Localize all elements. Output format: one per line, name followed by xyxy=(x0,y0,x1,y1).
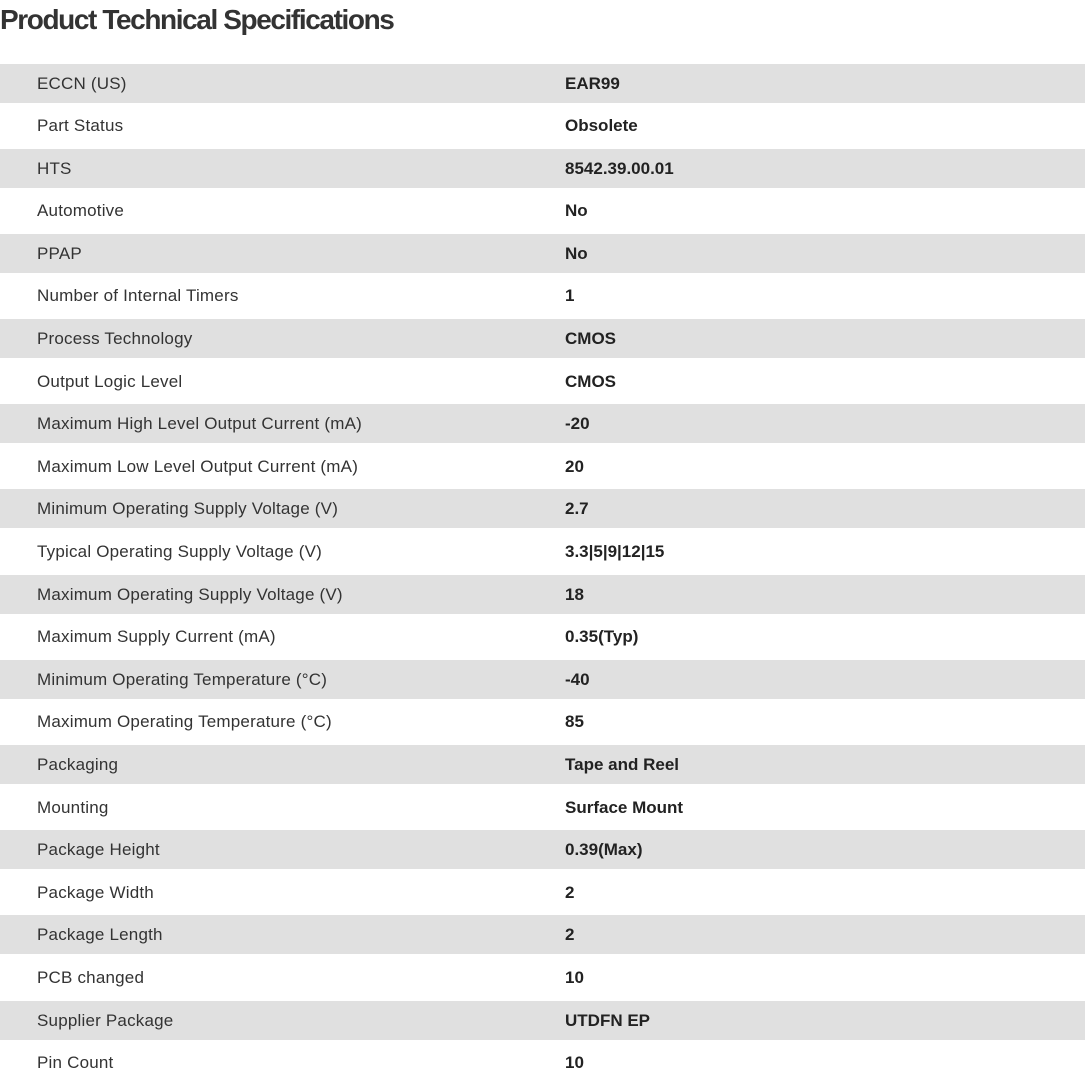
table-row xyxy=(0,998,1085,1041)
table-row xyxy=(0,743,1085,786)
spec-table xyxy=(0,61,1085,1083)
spec-value: Tape and Reel xyxy=(565,755,679,774)
spec-label: Maximum Supply Current (mA) xyxy=(37,627,276,647)
table-row xyxy=(0,146,1085,189)
spec-value: 20 xyxy=(565,456,584,476)
page-title: Product Technical Specifications xyxy=(0,4,394,35)
table-row xyxy=(0,785,1085,828)
table-row xyxy=(0,317,1085,360)
spec-value: UTDFN EP xyxy=(565,1010,650,1030)
spec-value: CMOS xyxy=(565,329,616,349)
table-row xyxy=(0,359,1085,402)
spec-label: PCB changed xyxy=(37,967,145,987)
spec-label: Package Height xyxy=(37,840,160,860)
table-row xyxy=(0,444,1085,487)
table-row xyxy=(0,231,1085,274)
spec-label: Minimum Operating Supply Voltage (V) xyxy=(37,499,339,519)
spec-value: 10 xyxy=(565,1053,584,1073)
row-background xyxy=(0,958,1085,997)
spec-label: Part Status xyxy=(37,116,124,136)
table-row xyxy=(0,61,1085,104)
table-row xyxy=(0,828,1085,871)
table-row xyxy=(0,700,1085,743)
spec-label: Maximum Low Level Output Current (mA) xyxy=(37,456,359,476)
row-background xyxy=(0,830,1085,869)
spec-value: 3.3|5|9|12|15 xyxy=(565,542,665,562)
spec-label: Typical Operating Supply Voltage (V) xyxy=(37,542,323,562)
spec-value: -20 xyxy=(565,414,590,434)
spec-value: 1 xyxy=(565,286,575,306)
table-row xyxy=(0,104,1085,147)
row-background xyxy=(0,915,1085,954)
spec-value: Obsolete xyxy=(565,116,638,136)
spec-value: 0.39(Max) xyxy=(565,840,643,860)
spec-label: Process Technology xyxy=(37,329,193,349)
spec-value: No xyxy=(565,201,588,221)
row-background xyxy=(0,1043,1085,1082)
spec-value: Surface Mount xyxy=(565,797,684,817)
spec-label: Pin Count xyxy=(37,1053,114,1073)
row-background xyxy=(0,64,1085,103)
spec-value: CMOS xyxy=(565,371,616,391)
row-background xyxy=(0,191,1085,230)
spec-label: Output Logic Level xyxy=(37,371,183,391)
spec-label: Mounting xyxy=(37,797,109,817)
spec-value: 18 xyxy=(565,584,584,604)
table-row xyxy=(0,955,1085,998)
row-background xyxy=(0,788,1085,827)
spec-label: Maximum High Level Output Current (mA) xyxy=(37,414,363,434)
spec-label: ECCN (US) xyxy=(37,73,127,93)
spec-label: PPAP xyxy=(37,243,82,263)
table-row xyxy=(0,615,1085,658)
table-row xyxy=(0,487,1085,530)
spec-label: Package Length xyxy=(37,925,163,945)
spec-value: 85 xyxy=(565,712,584,732)
spec-label: HTS xyxy=(37,158,72,178)
spec-value: EAR99 xyxy=(565,73,620,93)
spec-value: 2 xyxy=(565,925,575,945)
spec-value: 10 xyxy=(565,967,584,987)
table-row xyxy=(0,657,1085,700)
spec-value: 2.7 xyxy=(565,499,589,519)
table-row xyxy=(0,1041,1085,1083)
row-background xyxy=(0,149,1085,188)
spec-value: 0.35(Typ) xyxy=(565,627,639,647)
spec-value: -40 xyxy=(565,669,590,689)
spec-label: Automotive xyxy=(37,201,125,221)
spec-label: Supplier Package xyxy=(37,1010,174,1030)
spec-label: Maximum Operating Supply Voltage (V) xyxy=(37,584,343,604)
row-background xyxy=(0,106,1085,145)
spec-label: Minimum Operating Temperature (°C) xyxy=(37,669,328,689)
table-row xyxy=(0,189,1085,232)
table-row xyxy=(0,572,1085,615)
table-row xyxy=(0,402,1085,445)
spec-label: Number of Internal Timers xyxy=(37,286,239,306)
table-row xyxy=(0,913,1085,956)
spec-label: Package Width xyxy=(37,882,154,902)
spec-value: 2 xyxy=(565,882,575,902)
table-row xyxy=(0,274,1085,317)
spec-value: 8542.39.00.01 xyxy=(565,158,674,178)
row-background xyxy=(0,234,1085,273)
row-background xyxy=(0,873,1085,912)
spec-label: Maximum Operating Temperature (°C) xyxy=(37,712,332,732)
table-row xyxy=(0,870,1085,913)
table-row xyxy=(0,530,1085,573)
spec-value: No xyxy=(565,243,588,263)
spec-label: Packaging xyxy=(37,755,119,774)
row-background xyxy=(0,745,1085,784)
